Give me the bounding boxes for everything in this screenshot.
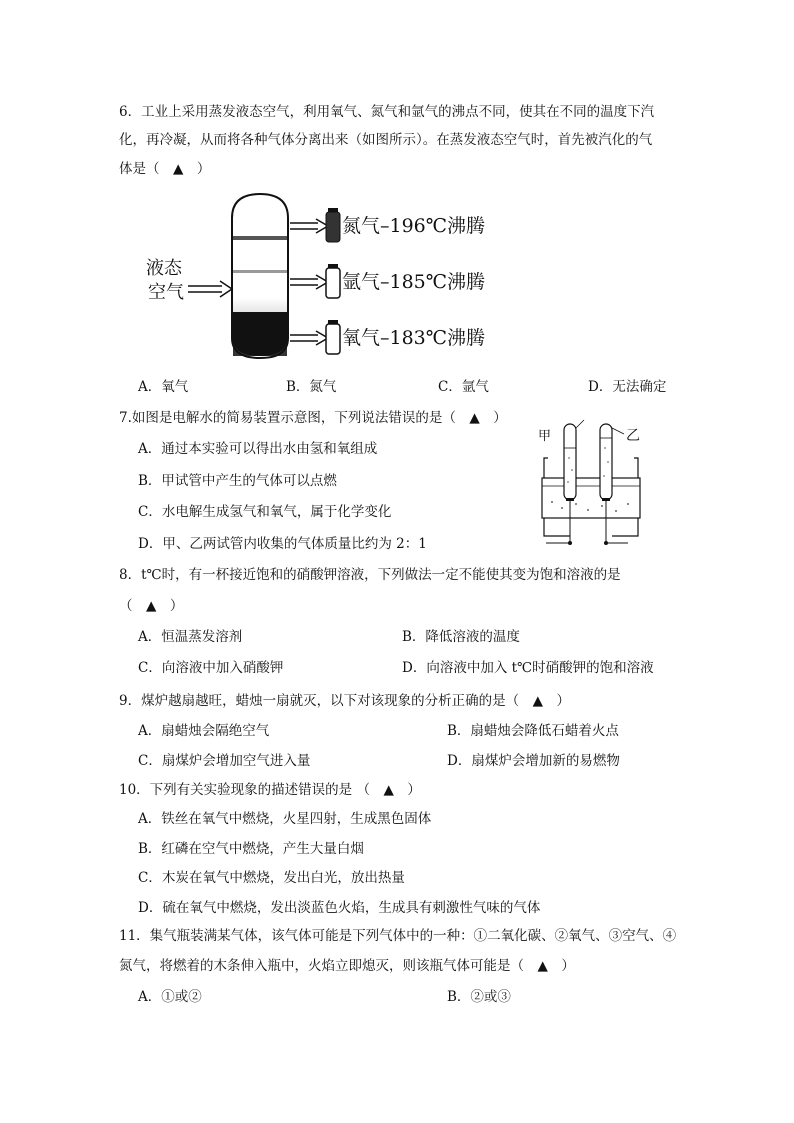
q7-option-a[interactable]: A．通过本实验可以得出水由氢和氧组成 [138, 441, 378, 457]
q7-electrolysis-figure [528, 418, 654, 548]
q8-option-a[interactable]: A．恒温蒸发溶剂 [138, 629, 243, 645]
output-arrow-2 [290, 275, 328, 289]
q11-stem-line-1: 11．集气瓶装满某气体，该气体可能是下列气体中的一种：①二氧化碳、②氧气、③空气、④ [119, 928, 677, 944]
bottle-2 [326, 264, 340, 298]
q9-option-c[interactable]: C．扇煤炉会增加空气进入量 [138, 753, 311, 769]
q10-option-c[interactable]: C．木炭在氧气中燃烧，发出白光，放出热量 [138, 870, 405, 886]
input-arrow [188, 281, 232, 297]
q9-stem: 9．煤炉越扇越旺，蜡烛一扇就灭，以下对该现象的分析正确的是（ ▲ ） [119, 693, 570, 709]
q6-option-d[interactable]: D．无法确定 [588, 379, 667, 395]
q6-input-label-1: 液态 [146, 258, 182, 279]
q7-option-c[interactable]: C．水电解生成氢气和氧气，属于化学变化 [138, 504, 392, 520]
q6-stem-line-2: 化，再冷凝，从而将各种气体分离出来（如图所示）。在蒸发液态空气时，首先被汽化的气 [119, 132, 653, 148]
q8-stem-line-1: 8．t℃时，有一杯接近饱和的硝酸钾溶液，下列做法一定不能使其变为饱和溶液的是 [119, 567, 621, 583]
q6-output-label-2: 氩气–185℃沸腾 [342, 271, 486, 293]
q6-option-a[interactable]: A．氧气 [138, 379, 189, 395]
q6-stem-line-1: 6．工业上采用蒸发液态空气，利用氧气、氮气和氩气的沸点不同，使其在不同的温度下汽 [119, 104, 655, 120]
tube-right [600, 424, 612, 500]
q9-option-a[interactable]: A．扇蜡烛会隔绝空气 [138, 723, 270, 739]
q7-stem: 7.如图是电解水的简易装置示意图，下列说法错误的是（ ▲ ） [119, 410, 507, 426]
q10-stem: 10．下列有关实验现象的描述错误的是 （ ▲ ） [119, 782, 421, 798]
q9-option-d[interactable]: D．扇煤炉会增加新的易燃物 [447, 753, 620, 769]
q6-stem-line-3: 体是（ ▲ ） [119, 161, 211, 177]
bottle-3 [326, 320, 340, 354]
q7-option-d[interactable]: D．甲、乙两试管内收集的气体质量比约为 2：1 [138, 536, 427, 552]
q8-stem-line-2: （ ▲ ） [119, 598, 184, 614]
q10-option-a[interactable]: A．铁丝在氧气中燃烧，火星四射，生成黑色固体 [138, 811, 432, 827]
q9-option-b[interactable]: B．扇蜡烛会降低石蜡着火点 [447, 723, 619, 739]
q8-option-d[interactable]: D．向溶液中加入 t℃时硝酸钾的饱和溶液 [402, 660, 654, 676]
beaker [542, 478, 640, 518]
q8-option-c[interactable]: C．向溶液中加入硝酸钾 [138, 660, 284, 676]
output-arrow-3 [290, 331, 328, 345]
q10-option-b[interactable]: B．红磷在空气中燃烧，产生大量白烟 [138, 841, 364, 857]
q11-stem-line-2: 氮气，将燃着的木条伸入瓶中，火焰立即熄灭，则该瓶气体可能是（ ▲ ） [119, 958, 575, 974]
q6-input-label-2: 空气 [148, 282, 184, 303]
q6-output-label-3: 氧气–183℃沸腾 [342, 327, 486, 349]
q6-option-b[interactable]: B．氮气 [286, 379, 337, 395]
q7-option-b[interactable]: B．甲试管中产生的气体可以点燃 [138, 473, 337, 489]
q6-output-label-1: 氮气–196℃沸腾 [342, 215, 486, 237]
q10-option-d[interactable]: D．硫在氧气中燃烧，发出淡蓝色火焰，生成具有刺激性气味的气体 [138, 900, 541, 916]
q7-label-right: 乙 [626, 428, 640, 444]
bottle-1 [326, 208, 340, 242]
q11-option-a[interactable]: A．①或② [138, 989, 202, 1005]
q6-distillation-figure [140, 188, 500, 368]
q7-label-left: 甲 [538, 429, 552, 444]
q8-option-b[interactable]: B．降低溶液的温度 [402, 629, 520, 645]
q11-option-b[interactable]: B．②或③ [447, 989, 511, 1005]
q6-option-c[interactable]: C．氩气 [438, 379, 489, 395]
output-arrow-1 [290, 219, 328, 233]
tube-left [564, 424, 576, 500]
